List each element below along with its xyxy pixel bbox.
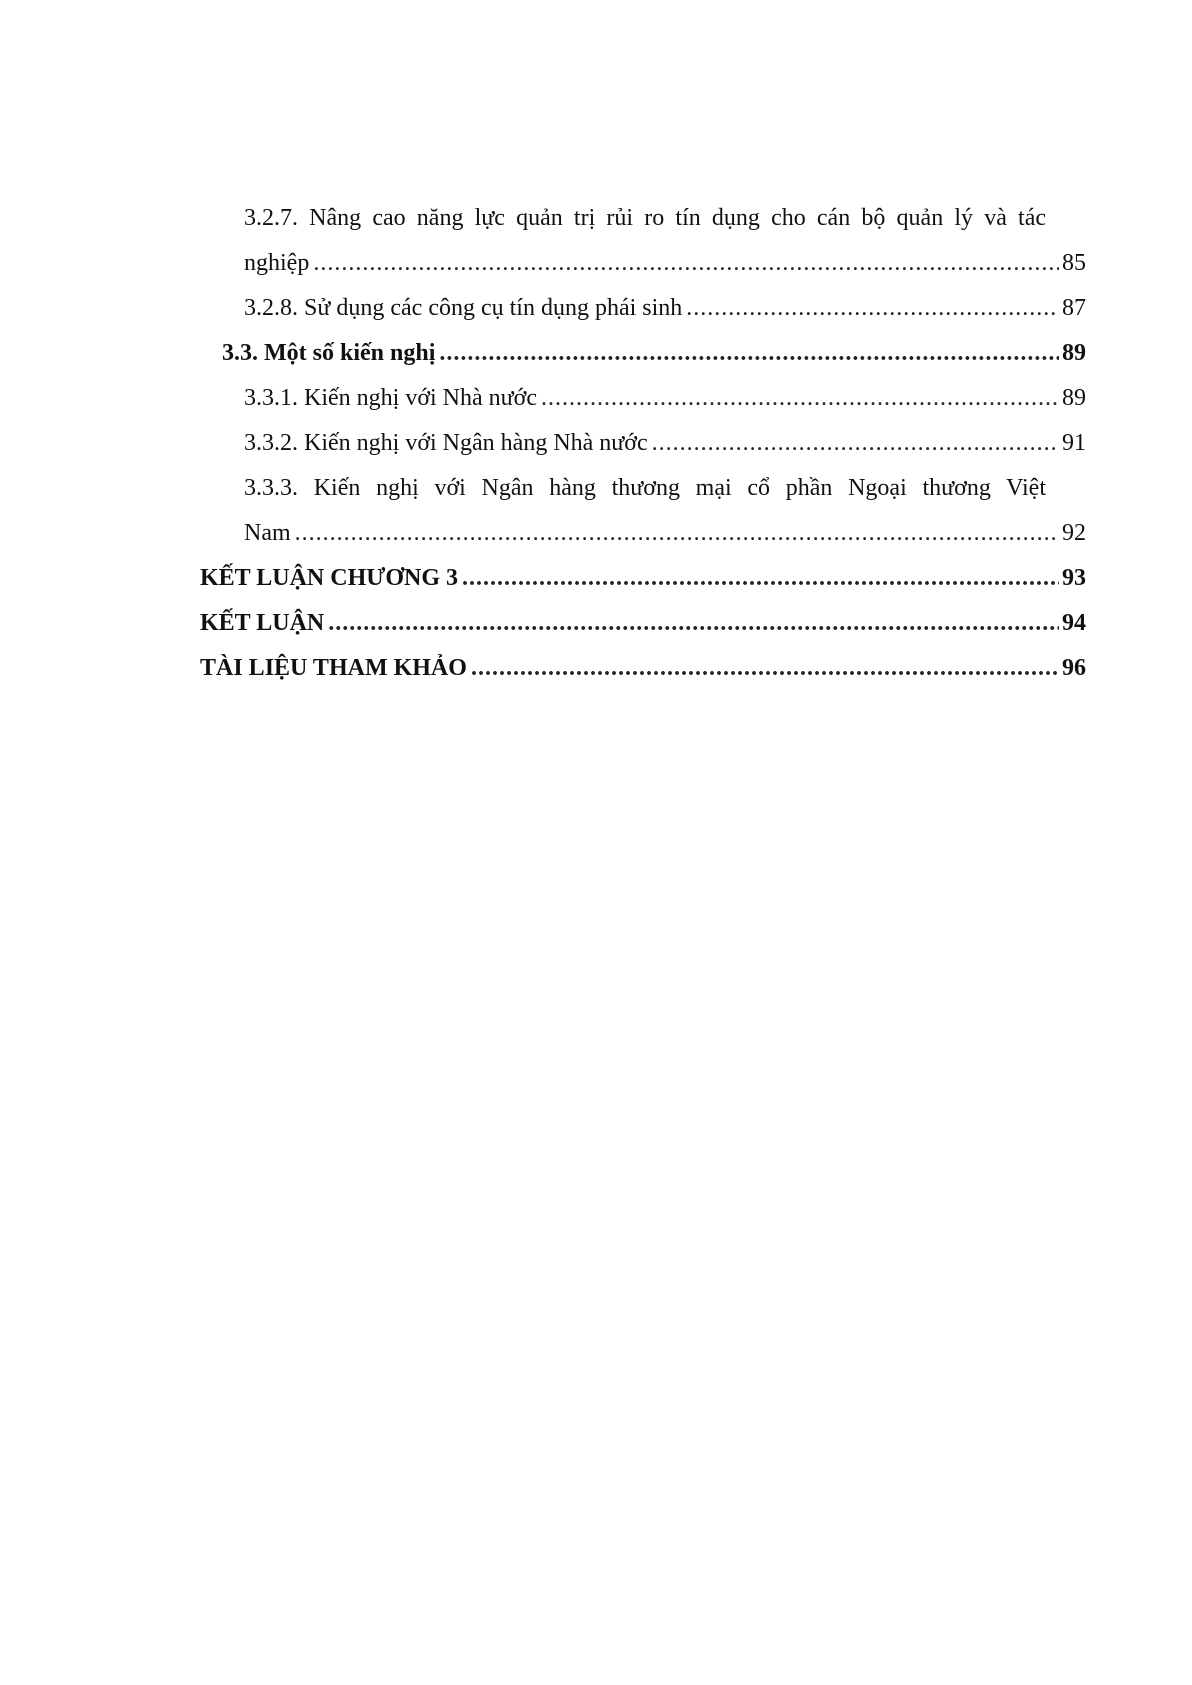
toc-page-number: 93: [1062, 565, 1086, 591]
dot-leader: [471, 646, 1059, 691]
toc-entry-title: 3.2.7. Nâng cao năng lực quản trị rủi ro tín dụng cho cán bộ quản lý và tác: [244, 205, 1046, 231]
toc-entry-title: nghiệp: [244, 250, 310, 276]
toc-entry-title: 3.3. Một số kiến nghị: [222, 340, 436, 366]
toc-entry-title: 3.2.8. Sử dụng các công cụ tín dụng phái sinh: [244, 295, 683, 321]
toc-page-number: 87: [1062, 295, 1086, 321]
toc-entry-title: KẾT LUẬN: [200, 610, 325, 636]
toc-entry-3-3-2[interactable]: [200, 421, 1086, 466]
dot-leader: [313, 241, 1059, 286]
toc-entry-3-3[interactable]: [200, 331, 1086, 376]
dot-leader: [295, 511, 1059, 556]
dot-leader: [439, 331, 1059, 376]
table-of-contents: [200, 196, 1086, 691]
toc-entry-title: TÀI LIỆU THAM KHẢO: [200, 655, 467, 681]
toc-entry-title: KẾT LUẬN CHƯƠNG 3: [200, 565, 459, 591]
dot-leader: [462, 556, 1059, 601]
toc-entry-3-2-7-line1[interactable]: [200, 196, 1086, 241]
toc-entry-3-2-7-line2[interactable]: [200, 241, 1086, 286]
toc-page-number: 96: [1062, 655, 1086, 681]
toc-entry-3-3-3-line1[interactable]: [200, 466, 1086, 511]
dot-leader: [652, 421, 1059, 466]
toc-entry-conclusion[interactable]: [200, 601, 1086, 646]
toc-entry-chapter-3-conclusion[interactable]: [200, 556, 1086, 601]
toc-page-number: 89: [1062, 340, 1086, 366]
toc-entry-3-3-1[interactable]: [200, 376, 1086, 421]
dot-leader: [686, 286, 1059, 331]
dot-leader: [541, 376, 1059, 421]
toc-entry-3-2-8[interactable]: [200, 286, 1086, 331]
dot-leader: [328, 601, 1059, 646]
toc-page-number: 94: [1062, 610, 1086, 636]
toc-entry-title: 3.3.2. Kiến nghị với Ngân hàng Nhà nước: [244, 430, 648, 456]
toc-page-number: 89: [1062, 385, 1086, 411]
toc-page-number: 85: [1062, 250, 1086, 276]
toc-page-number: 92: [1062, 520, 1086, 546]
toc-entry-title: Nam: [244, 520, 291, 546]
toc-entry-3-3-3-line2[interactable]: [200, 511, 1086, 556]
toc-page-number: 91: [1062, 430, 1086, 456]
toc-entry-references[interactable]: [200, 646, 1086, 691]
toc-entry-title: 3.3.3. Kiến nghị với Ngân hàng thương mại cổ phần Ngoại thương Việt: [244, 475, 1046, 501]
toc-entry-title: 3.3.1. Kiến nghị với Nhà nước: [244, 385, 538, 411]
